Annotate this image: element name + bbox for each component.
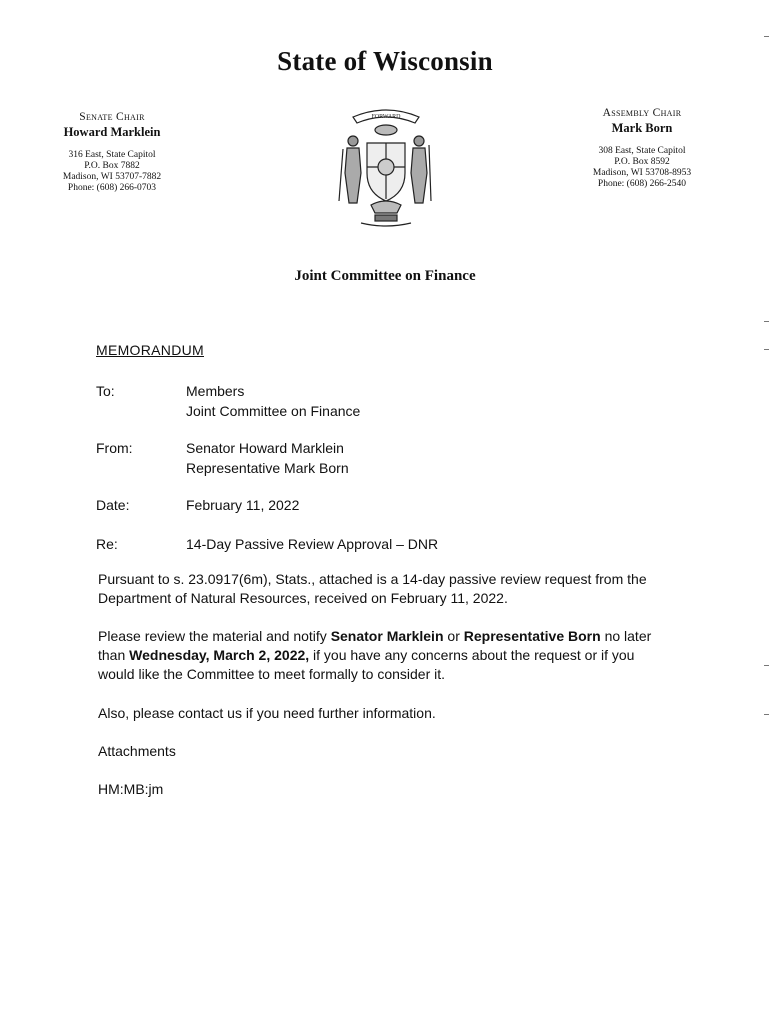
memo-from-label: From: (96, 440, 133, 456)
memo-date-value: February 11, 2022 (186, 497, 300, 513)
memo-heading: MEMORANDUM (96, 342, 204, 358)
assembly-chair-address-line: Madison, WI 53708-8953 (592, 168, 692, 178)
senate-chair-address-line: 316 East, State Capitol (68, 150, 156, 160)
memo-attachments: Attachments (98, 743, 176, 759)
assembly-chair-role: Assembly Chair (602, 107, 682, 119)
memo-initials: HM:MB:jm (98, 781, 164, 797)
committee-name: Joint Committee on Finance (294, 268, 476, 284)
senate-chair-address-line: Madison, WI 53707-7882 (62, 172, 162, 182)
representative-name-bold: Representative Born (463, 628, 601, 644)
assembly-chair-phone: Phone: (608) 266-2540 (597, 179, 687, 189)
state-seal-icon (331, 101, 441, 229)
memo-from-line: Senator Howard Marklein (186, 440, 344, 456)
senator-name-bold: Senator Marklein (330, 628, 444, 644)
senate-chair-address-line: P.O. Box 7882 (84, 161, 140, 171)
review-text: no later than (98, 628, 652, 663)
senate-chair-block (52, 110, 172, 194)
senate-chair-phone: Phone: (608) 266-0703 (67, 183, 157, 193)
scan-edge-mark (764, 714, 769, 715)
seal-motto: FORWARD (371, 114, 401, 120)
scan-edge-mark (764, 321, 769, 322)
memo-re-label: Re: (96, 536, 118, 552)
assembly-chair-address-line: P.O. Box 8592 (614, 157, 670, 167)
senate-chair-name: Howard Marklein (63, 125, 161, 139)
assembly-chair-address-line: 308 East, State Capitol (598, 146, 686, 156)
memo-re-value: 14-Day Passive Review Approval – DNR (186, 536, 439, 552)
deadline-bold: Wednesday, March 2, 2022, (129, 647, 310, 663)
review-text: or (443, 628, 464, 644)
memo-to-line: Joint Committee on Finance (186, 403, 361, 419)
review-text: Please review the material and notify (98, 628, 331, 644)
scan-edge-mark (764, 665, 769, 666)
assembly-chair-block (578, 106, 706, 190)
memo-to-label: To: (96, 383, 115, 399)
memo-to-line: Members (186, 383, 245, 399)
senate-chair-role: Senate Chair (79, 111, 145, 123)
review-text: if you have any concerns about the request or if you would like the Committee to meet formally to consider it. (98, 647, 635, 682)
memo-paragraph-pursuant: Pursuant to s. 23.0917(6m), Stats., attached is a 14-day passive review request from the Department of Natural Resources, received on February 11, 2022. (98, 571, 647, 606)
scan-edge-mark (764, 36, 769, 37)
page-title: State of Wisconsin (277, 46, 493, 76)
memo-date-label: Date: (96, 497, 130, 513)
assembly-chair-name: Mark Born (611, 121, 673, 135)
memo-from-line: Representative Mark Born (186, 460, 349, 476)
memo-paragraph-review (98, 627, 670, 684)
scan-edge-mark (764, 349, 769, 350)
memo-paragraph-contact: Also, please contact us if you need further information. (98, 705, 436, 721)
